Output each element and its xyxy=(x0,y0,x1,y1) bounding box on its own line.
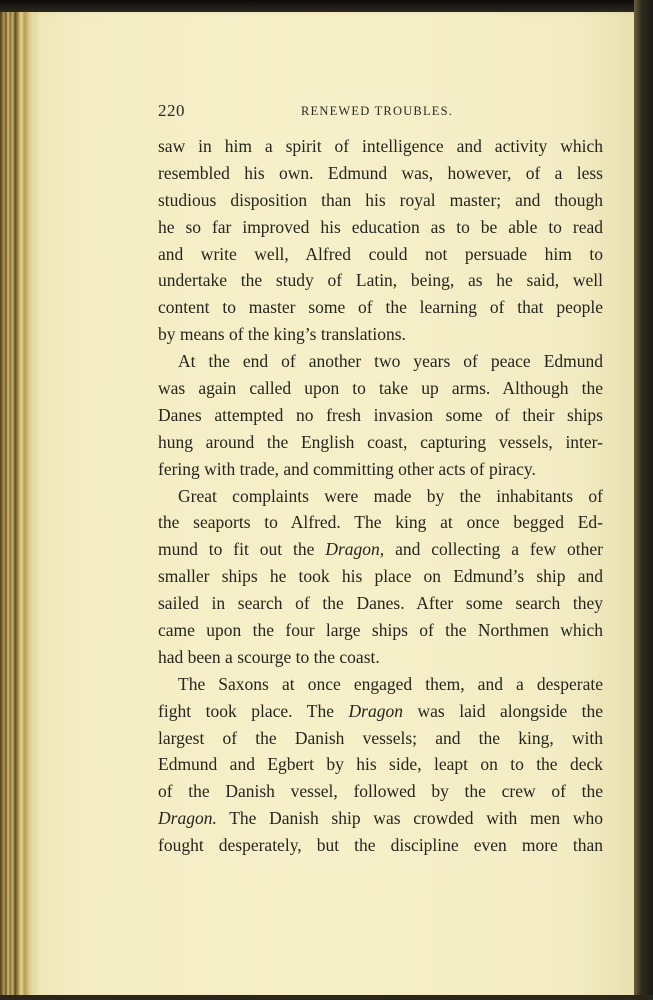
text-run: and collecting a few other xyxy=(384,539,603,560)
bottom-page-edge xyxy=(0,995,653,1000)
paragraph xyxy=(158,133,603,348)
text-line: he so far improved his education as to be able to read xyxy=(158,216,603,237)
top-shadow xyxy=(0,0,653,12)
text-line: the seaports to Alfred. The king at once begged Ed- xyxy=(158,512,603,533)
text-line: was again called upon to take up arms. Although the xyxy=(158,378,603,399)
right-page-edge xyxy=(634,0,653,1000)
text-line: largest of the Danish vessels; and the king, with xyxy=(158,727,603,748)
text-line: The Saxons at once engaged them, and a desperate xyxy=(178,673,603,694)
book-binding-edge xyxy=(0,0,34,1000)
text-line: resembled his own. Edmund was, however, of a less xyxy=(158,162,603,183)
text-run: mund to fit out the xyxy=(158,539,326,560)
text-line: saw in him a spirit of intelligence and activity which xyxy=(158,136,603,156)
text-line: undertake the study of Latin, being, as he said, well xyxy=(158,270,603,291)
paragraph xyxy=(158,671,603,859)
text-run: was laid alongside the xyxy=(402,700,604,721)
text-line: fought desperately, but the discipline even more than xyxy=(158,835,603,856)
ship-name: Dragon, xyxy=(325,539,385,560)
text-line: smaller ships he took his place on Edmund’s ship and xyxy=(158,566,603,587)
ship-name: Dragon xyxy=(348,700,403,721)
page-number: 220 xyxy=(158,101,185,120)
chapter-title: RENEWED TROUBLES. xyxy=(301,104,454,118)
text-line: of the Danish vessel, followed by the crew of the xyxy=(158,781,603,802)
text-line: Great complaints were made by the inhabitants of xyxy=(178,485,603,506)
text-line: sailed in search of the Danes. After some search they xyxy=(158,593,603,614)
text-line: came upon the four large ships of the Northmen which xyxy=(158,620,603,641)
text-line: by means of the king’s translations. xyxy=(158,324,406,345)
text-line: hung around the English coast, capturing vessels, inter- xyxy=(158,431,603,452)
text-line: Danes attempted no fresh invasion some of their ships xyxy=(158,404,603,425)
text-line: At the end of another two years of peace Edmund xyxy=(178,351,603,372)
ship-name: Dragon. xyxy=(158,808,217,829)
text-line xyxy=(158,536,603,563)
text-line: fering with trade, and committing other acts of piracy. xyxy=(158,458,536,479)
text-line xyxy=(158,698,603,725)
paragraph xyxy=(158,348,603,482)
body-text xyxy=(158,133,603,859)
text-line: studious disposition than his royal master; and though xyxy=(158,189,603,210)
text-line: Edmund and Egbert by his side, leapt on to the deck xyxy=(158,754,603,775)
running-head xyxy=(158,101,603,125)
paragraph xyxy=(158,483,603,671)
text-line xyxy=(158,805,603,832)
text-line: had been a scourge to the coast. xyxy=(158,646,380,667)
text-run: The Danish ship was crowded with men who xyxy=(216,808,603,829)
text-line: content to master some of the learning of that people xyxy=(158,297,603,318)
text-line: and write well, Alfred could not persuade him to xyxy=(158,243,603,264)
text-run: fight took place. The xyxy=(158,700,349,721)
